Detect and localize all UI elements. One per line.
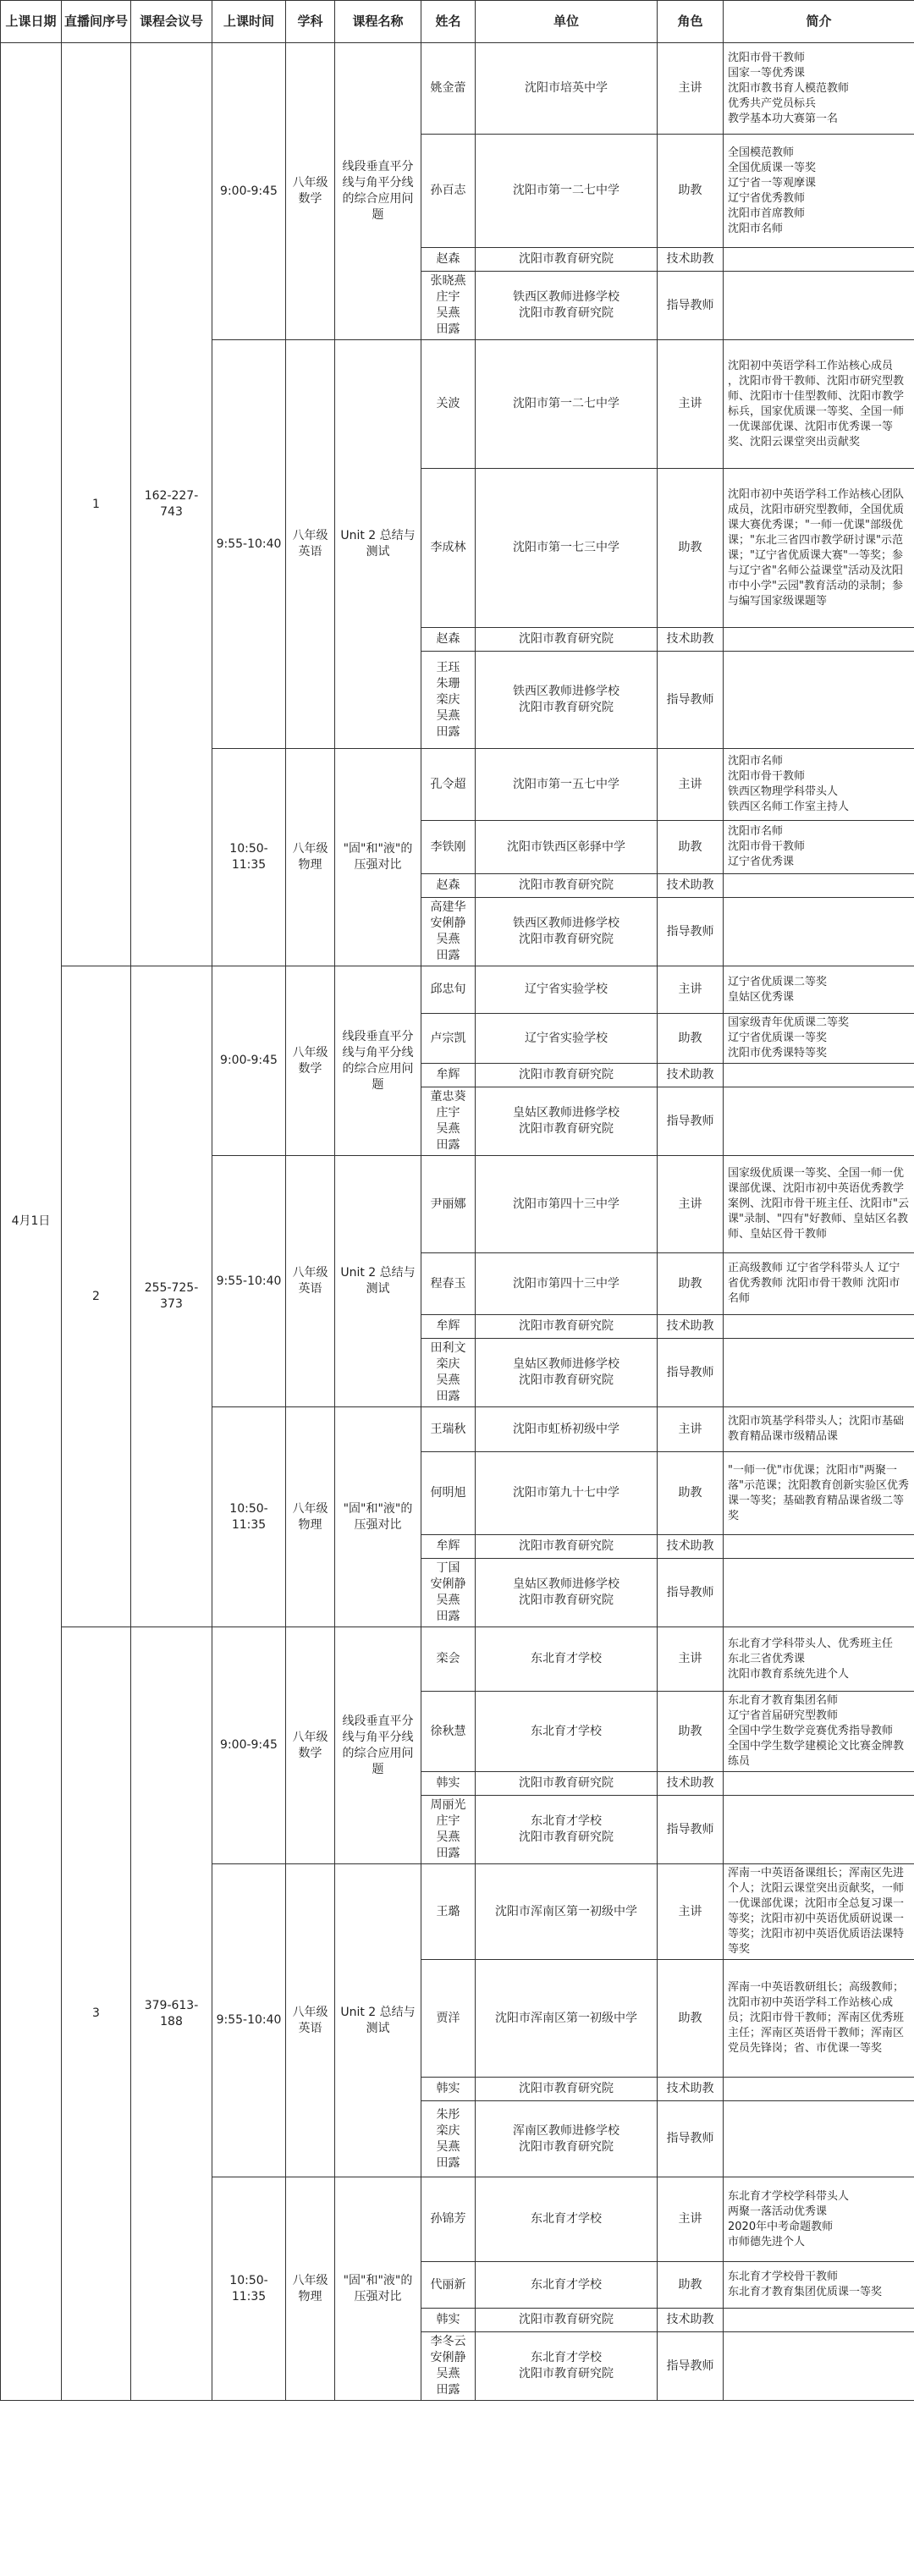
role-cell: 主讲	[658, 43, 724, 135]
intro-cell: "一师一优"市优课；沈阳市"两聚一落"示范课；沈阳教育创新实验区优秀课一等奖；基础教育精品课省级二等奖	[724, 1452, 914, 1535]
role-cell: 指导教师	[658, 1559, 724, 1627]
unit-cell: 沈阳市教育研究院	[476, 248, 658, 272]
role-cell: 指导教师	[658, 1339, 724, 1407]
intro-cell	[724, 1339, 914, 1407]
unit-cell: 东北育才学校	[476, 2177, 658, 2262]
intro-cell	[724, 1772, 914, 1796]
course-cell: "固"和"液"的压强对比	[335, 1407, 421, 1627]
header-unit: 单位	[476, 1, 658, 43]
intro-cell	[724, 1087, 914, 1156]
unit-cell: 皇姑区教师进修学校 沈阳市教育研究院	[476, 1087, 658, 1156]
intro-cell	[724, 874, 914, 898]
intro-cell: 沈阳市名师 沈阳市骨干教师 铁西区物理学科带头人 铁西区名师工作室主持人	[724, 749, 914, 821]
course-cell: Unit 2 总结与测试	[335, 340, 421, 749]
intro-cell: 沈阳市初中英语学科工作站核心团队成员，沈阳市研究型教师，全国优质课大赛优秀课；"一师一优课"部级优课；"东北三省四市教学研讨课"示范课；"辽宁省优质课大赛"一等奖；参与辽宁省"名师公益课堂"活动及沈阳市中小学"云园"教育活动的录制；参与编写国家级课题等	[724, 469, 914, 628]
time-cell: 9:00-9:45	[212, 966, 286, 1156]
intro-cell: 国家级优质课一等奖、全国一师一优课部优课、沈阳市初中英语优秀教学案例、沈阳市骨干班主任、沈阳市"云课"录制、"四有"好教师、皇姑区名教师、皇姑区骨干教师	[724, 1156, 914, 1253]
role-cell: 助教	[658, 2262, 724, 2309]
intro-cell: 沈阳市筑基学科带头人；沈阳市基础教育精品课市级精品课	[724, 1407, 914, 1452]
table-row	[1, 43, 914, 135]
room-number-cell: 2	[62, 966, 131, 1627]
role-cell: 主讲	[658, 1407, 724, 1452]
intro-cell: 东北育才学校学科带头人 两聚一落活动优秀课 2020年中考命题教师 市师德先进个人	[724, 2177, 914, 2262]
intro-cell: 国家级青年优质课二等奖 辽宁省优质课一等奖 沈阳市优秀课特等奖	[724, 1014, 914, 1064]
name-cell: 何明旭	[421, 1452, 476, 1535]
intro-cell	[724, 2078, 914, 2101]
intro-cell: 沈阳市名师 沈阳市骨干教师 辽宁省优秀课	[724, 821, 914, 874]
name-cell: 赵森	[421, 248, 476, 272]
intro-cell	[724, 1064, 914, 1087]
header-intro: 简介	[724, 1, 914, 43]
name-cell: 孙锦芳	[421, 2177, 476, 2262]
unit-cell: 沈阳市第一七三中学	[476, 469, 658, 628]
header-row	[1, 1, 914, 43]
unit-cell: 辽宁省实验学校	[476, 966, 658, 1014]
role-cell: 助教	[658, 1692, 724, 1772]
role-cell: 主讲	[658, 2177, 724, 2262]
name-cell: 李成林	[421, 469, 476, 628]
unit-cell: 沈阳市铁西区彰驿中学	[476, 821, 658, 874]
unit-cell: 沈阳市第四十三中学	[476, 1156, 658, 1253]
name-cell: 韩实	[421, 2078, 476, 2101]
unit-cell: 沈阳市第九十七中学	[476, 1452, 658, 1535]
meeting-id-cell: 162-227-743	[131, 43, 212, 966]
role-cell: 指导教师	[658, 652, 724, 749]
subject-cell: 八年级 物理	[286, 1407, 335, 1627]
role-cell: 指导教师	[658, 1796, 724, 1864]
name-cell: 徐秋慧	[421, 1692, 476, 1772]
unit-cell: 东北育才学校 沈阳市教育研究院	[476, 1796, 658, 1864]
time-cell: 9:55-10:40	[212, 1156, 286, 1407]
course-cell: "固"和"液"的压强对比	[335, 749, 421, 966]
unit-cell: 沈阳市浑南区第一初级中学	[476, 1960, 658, 2078]
header-subject: 学科	[286, 1, 335, 43]
unit-cell: 沈阳市教育研究院	[476, 628, 658, 652]
table-row	[1, 966, 914, 1014]
name-cell: 姚金蕾	[421, 43, 476, 135]
intro-cell	[724, 272, 914, 340]
unit-cell: 沈阳市第一二七中学	[476, 135, 658, 248]
name-cell: 王瑞秋	[421, 1407, 476, 1452]
role-cell: 技术助教	[658, 248, 724, 272]
role-cell: 指导教师	[658, 898, 724, 966]
unit-cell: 沈阳市教育研究院	[476, 2078, 658, 2101]
unit-cell: 东北育才学校 沈阳市教育研究院	[476, 2332, 658, 2401]
role-cell: 技术助教	[658, 1772, 724, 1796]
unit-cell: 皇姑区教师进修学校 沈阳市教育研究院	[476, 1339, 658, 1407]
intro-cell	[724, 1559, 914, 1627]
intro-cell	[724, 1535, 914, 1559]
unit-cell: 沈阳市培英中学	[476, 43, 658, 135]
role-cell: 指导教师	[658, 2332, 724, 2401]
subject-cell: 八年级 数学	[286, 43, 335, 340]
unit-cell: 铁西区教师进修学校 沈阳市教育研究院	[476, 652, 658, 749]
course-cell: 线段垂直平分线与角平分线的综合应用问题	[335, 43, 421, 340]
intro-cell	[724, 2309, 914, 2332]
time-cell: 10:50-11:35	[212, 2177, 286, 2401]
name-cell: 牟辉	[421, 1064, 476, 1087]
role-cell: 指导教师	[658, 272, 724, 340]
time-cell: 9:55-10:40	[212, 1864, 286, 2177]
name-cell: 董忠葵 庄宇 吴燕 田露	[421, 1087, 476, 1156]
intro-cell	[724, 2101, 914, 2177]
header-role: 角色	[658, 1, 724, 43]
role-cell: 技术助教	[658, 874, 724, 898]
role-cell: 技术助教	[658, 628, 724, 652]
intro-cell: 辽宁省优质课二等奖 皇姑区优秀课	[724, 966, 914, 1014]
name-cell: 周丽光 庄宇 吴燕 田露	[421, 1796, 476, 1864]
time-cell: 10:50-11:35	[212, 749, 286, 966]
unit-cell: 浑南区教师进修学校 沈阳市教育研究院	[476, 2101, 658, 2177]
unit-cell: 铁西区教师进修学校 沈阳市教育研究院	[476, 898, 658, 966]
subject-cell: 八年级 英语	[286, 1864, 335, 2177]
intro-cell	[724, 898, 914, 966]
subject-cell: 八年级 物理	[286, 749, 335, 966]
name-cell: 栾会	[421, 1627, 476, 1692]
role-cell: 指导教师	[658, 2101, 724, 2177]
intro-cell: 全国模范教师 全国优质课一等奖 辽宁省一等观摩课 辽宁省优秀教师 沈阳市首席教师 沈阳市名师	[724, 135, 914, 248]
name-cell: 韩实	[421, 2309, 476, 2332]
date-cell: 4月1日	[1, 43, 62, 2401]
role-cell: 技术助教	[658, 1315, 724, 1339]
name-cell: 赵森	[421, 874, 476, 898]
role-cell: 技术助教	[658, 2309, 724, 2332]
name-cell: 高建华 安俐静 吴燕 田露	[421, 898, 476, 966]
role-cell: 指导教师	[658, 1087, 724, 1156]
subject-cell: 八年级 数学	[286, 1627, 335, 1864]
unit-cell: 沈阳市教育研究院	[476, 1772, 658, 1796]
time-cell: 9:55-10:40	[212, 340, 286, 749]
name-cell: 孙百志	[421, 135, 476, 248]
name-cell: 赵森	[421, 628, 476, 652]
unit-cell: 东北育才学校	[476, 1627, 658, 1692]
course-cell: 线段垂直平分线与角平分线的综合应用问题	[335, 1627, 421, 1864]
role-cell: 主讲	[658, 749, 724, 821]
table-row	[1, 1627, 914, 1692]
name-cell: 尹丽娜	[421, 1156, 476, 1253]
role-cell: 主讲	[658, 1864, 724, 1960]
name-cell: 王璐	[421, 1864, 476, 1960]
name-cell: 孔令超	[421, 749, 476, 821]
role-cell: 助教	[658, 1014, 724, 1064]
intro-cell	[724, 1315, 914, 1339]
unit-cell: 沈阳市教育研究院	[476, 1535, 658, 1559]
intro-cell	[724, 2332, 914, 2401]
subject-cell: 八年级 英语	[286, 1156, 335, 1407]
intro-cell: 东北育才教育集团名师 辽宁省首届研究型教师 全国中学生数学竞赛优秀指导教师 全国中学生数学建模论文比赛金牌教练员	[724, 1692, 914, 1772]
role-cell: 助教	[658, 821, 724, 874]
name-cell: 张晓燕 庄宇 吴燕 田露	[421, 272, 476, 340]
time-cell: 9:00-9:45	[212, 43, 286, 340]
name-cell: 王珏 朱珊 栾庆 吴燕 田露	[421, 652, 476, 749]
room-number-cell: 1	[62, 43, 131, 966]
role-cell: 助教	[658, 1960, 724, 2078]
unit-cell: 沈阳市虹桥初级中学	[476, 1407, 658, 1452]
header-name: 姓名	[421, 1, 476, 43]
intro-cell: 东北育才学科带头人、优秀班主任 东北三省优秀课 沈阳市教育系统先进个人	[724, 1627, 914, 1692]
name-cell: 卢宗凯	[421, 1014, 476, 1064]
role-cell: 助教	[658, 1253, 724, 1315]
role-cell: 主讲	[658, 1627, 724, 1692]
meeting-id-cell: 255-725-373	[131, 966, 212, 1627]
intro-cell	[724, 248, 914, 272]
unit-cell: 铁西区教师进修学校 沈阳市教育研究院	[476, 272, 658, 340]
room-number-cell: 3	[62, 1627, 131, 2401]
name-cell: 代丽新	[421, 2262, 476, 2309]
header-room-number: 直播间序号	[62, 1, 131, 43]
meeting-id-cell: 379-613-188	[131, 1627, 212, 2401]
name-cell: 牟辉	[421, 1535, 476, 1559]
unit-cell: 沈阳市第四十三中学	[476, 1253, 658, 1315]
intro-cell: 沈阳初中英语学科工作站核心成员 ，沈阳市骨干教师、沈阳市研究型教师、沈阳市十佳型教师、沈阳市教学标兵，国家优质课一等奖、全国一师一优课部优课、沈阳市优秀课一等奖、沈阳云课堂突出贡献奖	[724, 340, 914, 469]
name-cell: 田利文 栾庆 吴燕 田露	[421, 1339, 476, 1407]
intro-cell	[724, 652, 914, 749]
course-cell: "固"和"液"的压强对比	[335, 2177, 421, 2401]
intro-cell	[724, 1796, 914, 1864]
course-cell: Unit 2 总结与测试	[335, 1156, 421, 1407]
name-cell: 韩实	[421, 1772, 476, 1796]
intro-cell: 沈阳市骨干教师 国家一等优秀课 沈阳市教书育人模范教师 优秀共产党员标兵 教学基本功大赛第一名	[724, 43, 914, 135]
unit-cell: 辽宁省实验学校	[476, 1014, 658, 1064]
unit-cell: 东北育才学校	[476, 1692, 658, 1772]
unit-cell: 沈阳市教育研究院	[476, 1064, 658, 1087]
name-cell: 丁国 安俐静 吴燕 田露	[421, 1559, 476, 1627]
subject-cell: 八年级 数学	[286, 966, 335, 1156]
name-cell: 程春玉	[421, 1253, 476, 1315]
role-cell: 技术助教	[658, 1064, 724, 1087]
name-cell: 关波	[421, 340, 476, 469]
role-cell: 助教	[658, 135, 724, 248]
schedule-body	[1, 43, 914, 2401]
role-cell: 主讲	[658, 966, 724, 1014]
intro-cell: 东北育才学校骨干教师 东北育才教育集团优质课一等奖	[724, 2262, 914, 2309]
unit-cell: 沈阳市教育研究院	[476, 1315, 658, 1339]
intro-cell	[724, 628, 914, 652]
course-cell: Unit 2 总结与测试	[335, 1864, 421, 2177]
name-cell: 朱彤 栾庆 吴燕 田露	[421, 2101, 476, 2177]
header-course: 课程名称	[335, 1, 421, 43]
header-time: 上课时间	[212, 1, 286, 43]
name-cell: 李铁刚	[421, 821, 476, 874]
unit-cell: 东北育才学校	[476, 2262, 658, 2309]
intro-cell: 正高级教师 辽宁省学科带头人 辽宁省优秀教师 沈阳市骨干教师 沈阳市名师	[724, 1253, 914, 1315]
unit-cell: 沈阳市浑南区第一初级中学	[476, 1864, 658, 1960]
role-cell: 助教	[658, 469, 724, 628]
course-cell: 线段垂直平分线与角平分线的综合应用问题	[335, 966, 421, 1156]
time-cell: 10:50-11:35	[212, 1407, 286, 1627]
header-meeting-id: 课程会议号	[131, 1, 212, 43]
role-cell: 主讲	[658, 340, 724, 469]
role-cell: 技术助教	[658, 2078, 724, 2101]
role-cell: 主讲	[658, 1156, 724, 1253]
unit-cell: 皇姑区教师进修学校 沈阳市教育研究院	[476, 1559, 658, 1627]
name-cell: 邱忠旬	[421, 966, 476, 1014]
name-cell: 李冬云 安俐静 吴燕 田露	[421, 2332, 476, 2401]
unit-cell: 沈阳市第一二七中学	[476, 340, 658, 469]
subject-cell: 八年级 物理	[286, 2177, 335, 2401]
name-cell: 牟辉	[421, 1315, 476, 1339]
role-cell: 助教	[658, 1452, 724, 1535]
unit-cell: 沈阳市第一五七中学	[476, 749, 658, 821]
role-cell: 技术助教	[658, 1535, 724, 1559]
header-date: 上课日期	[1, 1, 62, 43]
name-cell: 贾洋	[421, 1960, 476, 2078]
unit-cell: 沈阳市教育研究院	[476, 874, 658, 898]
time-cell: 9:00-9:45	[212, 1627, 286, 1864]
intro-cell: 浑南一中英语备课组长；浑南区先进个人；沈阳云课堂突出贡献奖，一师一优课部优课；沈阳市全总复习课一等奖；沈阳市初中英语优质研说课一等奖；沈阳市初中英语优质语法课特等奖	[724, 1864, 914, 1960]
unit-cell: 沈阳市教育研究院	[476, 2309, 658, 2332]
intro-cell: 浑南一中英语教研组长；高级教师；沈阳市初中英语学科工作站核心成员；沈阳市骨干教师；浑南区优秀班主任；浑南区英语骨干教师；浑南区党员先锋岗；省、市优课一等奖	[724, 1960, 914, 2078]
subject-cell: 八年级 英语	[286, 340, 335, 749]
